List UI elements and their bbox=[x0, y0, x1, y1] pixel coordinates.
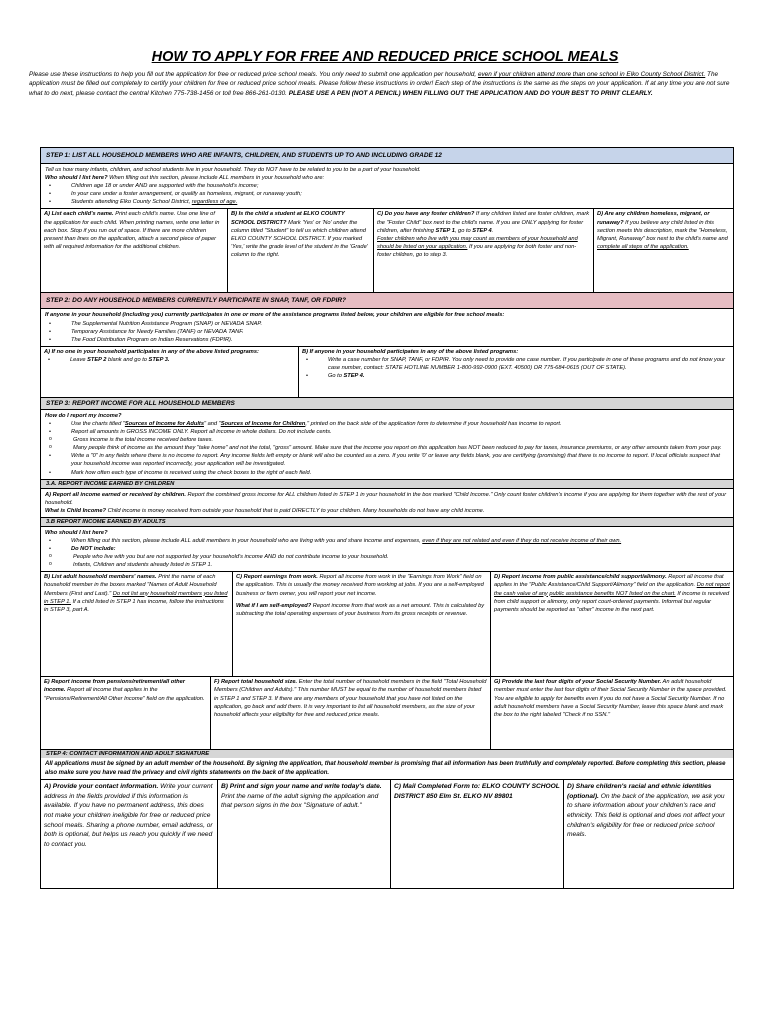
step3-grid-row2 bbox=[41, 677, 733, 750]
step4-col-a: A) Provide your contact information. Write your current address in the fields provided if this information is available. If you have no permanent address, this does not make your children ineligible for free or reduced price school meals. Sharing a phone number, email address, or both is optional, but helps us reach you quickly if we need to contact you. bbox=[41, 780, 218, 888]
step2-col-b: B) If anyone in your household participates in any of the above listed programs: • Write a case number for SNAP, TANF, or FDPIR. You only need to provide one case number. If you participate in one of these programs and do not know your case number, contact: STATE HOTLINE NUMBER 1-800-992-0900 (EXT. 40500) OR 775-684-0615 (OUT OF STATE). • Go to STEP 4. bbox=[302, 348, 726, 380]
step3b-header: 3.B REPORT INCOME EARNED BY ADULTS bbox=[41, 518, 733, 527]
step4-columns bbox=[41, 780, 733, 888]
page-title: HOW TO APPLY FOR FREE AND REDUCED PRICE SCHOOL MEALS bbox=[151, 49, 619, 65]
step3-intro: How do I report my income? • Use the charts titled "Sources of Income for Adults" and "Sources of Income for Children," printed on the back side of the application form to determine if your household has income to report. • Report all amounts in GROSS INCOME ONLY. Report all income in whole dollars. Do not include cents. o Gross income is the total income received before taxes. o Many people think of income as the amount they "take home" and not the total, "gross" amount. Make sure that the income you report on this application has NOT been reduced to pay for taxes, insurance premiums, or any other amounts taken from your pay. • Write a "0" in any fields where there is no income to report. Any income fields left empty or blank will also be counted as a zero. If you write '0' or leave any fields blank, you are certifying (promising) that there is no income to report. If local officials suspect that your household income was reported incorrectly, your application will be investigated. • Mark how often each type of income is received using the check boxes to the right of each field. bbox=[41, 410, 733, 480]
step1-col-c: C) Do you have any foster children? If any children listed are foster children, mark the "Foster Child" box next to the child's name. If you are ONLY applying for foster children, after finishing STEP 1, go to STEP 4. Foster children who live with you may count as members of your household and should be listed on your application. If you are applying for both foster and non-foster children, go to step 3. bbox=[374, 209, 594, 292]
step1-header: STEP 1: LIST ALL HOUSEHOLD MEMBERS WHO ARE INFANTS, CHILDREN, AND STUDENTS UP TO AND INCLUDING GRADE 12 bbox=[41, 148, 733, 164]
step1-col-a: A) List each child's name. Print each child's name. Use one line of the application for each child. When printing names, write one letter in each box. Stop if you run out of space. If there are more children present than lines on the application, attach a second piece of paper with all required information for the additional children. bbox=[41, 209, 228, 292]
step1-col-b: B) Is the child a student at ELKO COUNTY SCHOOL DISTRICT? Mark 'Yes' or 'No' under the column titled "Student" to tell us which children attend ELKO COUNTY SCHOOL DISTRICT. If you marked 'Yes,' write the grade level of the student in the 'Grade' column to the right. bbox=[228, 209, 374, 292]
step2-col-a: A) If no one in your household participates in any of the above listed programs: • Leave STEP 2 blank and go to STEP 3. bbox=[41, 347, 299, 397]
step3a-body: A) Report all income earned or received by children. Report the combined gross income for ALL children listed in STEP 1 in your household in the box marked "Child Income." Only count foster children's income if you are applying for them together with the rest of your household. What is Child Income? Child income is money received from outside your household that is paid DIRECTLY to your children. Many households do not have any child income. bbox=[41, 489, 733, 518]
step1-col-d: D) Are any children homeless, migrant, or runaway? If you believe any child listed in this section meets this description, mark the "Homeless, Migrant, Runaway" box next to the child's name and complete all steps of the application. bbox=[597, 211, 728, 250]
step3-col-d: D) Report income from public assistance/child support/alimony. Report all income that applies in the "Public Assistance/Child Support/Alimony" field on the application. Do not report the cash value of any public assistance benefits NOT listed on the chart. If income is received from child support or alimony, only report court-ordered payments. Informal but regular payments should be reported as "other" income in the next part. bbox=[494, 574, 730, 613]
step1-intro: Tell us how many infants, children, and school students live in your household. They do NOT have to be related to you to be a part of your household. Who should I list here? When filling out this section, please include ALL members in your household who are: • Children age 18 or under AND are supported with the household's income; • In your care under a foster arrangement, or qualify as homeless, migrant, or runaway youth; • Students attending Elko County School District, regardless of age. bbox=[41, 164, 733, 208]
step4-col-d: D) Share children's racial and ethnic identities (optional). On the back of the application, we ask you to share information about your children's race and ethnicity. This field is optional and does not affect your children's eligibility for free or reduced price school meals. bbox=[567, 783, 725, 839]
step3b-body: Who should I list here? • When filling out this section, please include ALL adult members in your household who are living with you and share income and expenses, even if they are not related and even if they do not receive income of their own. • Do NOT include: o People who live with you but are not supported by your household's income AND do not contribute income to your household. o Infants, Children and students already listed in STEP 1. bbox=[41, 527, 733, 572]
step4-intro: All applications must be signed by an adult member of the household. By signing the application, that household member is promising that all information has been truthfully and completely reported. Before completing this section, please also make sure you have read the privacy and civil rights statements on the back of the application. bbox=[41, 758, 733, 780]
step2-intro: If anyone in your household (including you) currently participates in one or more of the assistance programs listed below, your children are eligible for free school meals: • The Supplemental Nutrition Assistance Program (SNAP) or NEVADA SNAP. • Temporary Assistance for Needy Families (TANF) or NEVADA TANF. • The Food Distribution Program on Indian Reservations (FDPIR). bbox=[41, 309, 733, 345]
intro-paragraph: Please use these instructions to help you fill out the application for free or reduced price school meals. You only need to submit one application per household, even if your children attend more than one school in Elko County School District. The application must be filled out completely to certify your children for free or reduced price school meals. Please follow these instructions in order! Each step of the instructions is the same as the steps on your application. If at any time you are not sure what to do next, please contact the central Kitchen 775-738-1456 or toll free 866-261-0130. PLEASE USE A PEN (NOT A PENCIL) WHEN FILLING OUT THE APPLICATION AND DO YOUR BEST TO PRINT CLEARLY. bbox=[29, 71, 730, 97]
step1-columns bbox=[41, 208, 733, 293]
step4-col-b: B) Print and sign your name and write today's date. Print the name of the adult signing the application and that person signs in the box "Signature of adult." bbox=[218, 780, 391, 888]
step3-grid-row1 bbox=[41, 572, 733, 677]
step3-col-b: B) List adult household members' names. Print the name of each household member in the boxes marked "Names of Adult Household Members (First and Last)." Do not list any household members you listed in STEP 1. If a child listed in STEP 1 has income, follow the instructions in STEP 3, part A. bbox=[41, 572, 233, 676]
instructions-form bbox=[40, 147, 734, 889]
step4-header: STEP 4: CONTACT INFORMATION AND ADULT SIGNATURE bbox=[41, 750, 733, 758]
step3-col-g: G) Provide the last four digits of your Social Security Number. An adult household member must enter the last four digits of their Social Security Number in the space provided. You are eligible to apply for benefits even if you do not have a Social Security Number. If no adult household members have a Social Security Number, leave this space blank and mark the box to the right labeled "Check if no SSN." bbox=[494, 679, 727, 718]
step3-header: STEP 3: REPORT INCOME FOR ALL HOUSEHOLD MEMBERS bbox=[41, 398, 733, 410]
step3-col-f: F) Report total household size. Enter the total number of household members in the field "Total Household Members (Children and Adults)." This number MUST be equal to the number of household members listed in STEP 1 and STEP 3. If there are any members of your household that you have not listed on the application, go back and add them. It is very important to list all household members, as the size of your household affects your eligibility for free and reduced price meals. bbox=[211, 677, 491, 749]
step3a-header: 3.A. REPORT INCOME EARNED BY CHILDREN bbox=[41, 480, 733, 489]
step3-col-e: E) Report income from pensions/retirement/all other income. Report all income that applies in the "Pensions/Retirement/All Other Income" field on the application. bbox=[41, 677, 211, 749]
step2-columns bbox=[41, 346, 733, 398]
step3-col-c: C) Report earnings from work. Report all income from work in the "Earnings from Work" field on the application. This is usually the money received from working at jobs. If you are a self-employed business or farm owner, you will report your net income. What if I am self-employed? Report income from that work as a net amount. This is calculated by subtracting the total operating expenses of your business from its gross receipts or revenue. bbox=[233, 572, 491, 676]
step2-header: STEP 2: DO ANY HOUSEHOLD MEMBERS CURRENTLY PARTICIPATE IN SNAP, TANF, OR FDPIR? bbox=[41, 293, 733, 309]
step4-col-c: C) Mail Completed Form to: ELKO COUNTY SCHOOL DISTRICT 850 Elm St. ELKO NV 89801 bbox=[391, 780, 564, 888]
